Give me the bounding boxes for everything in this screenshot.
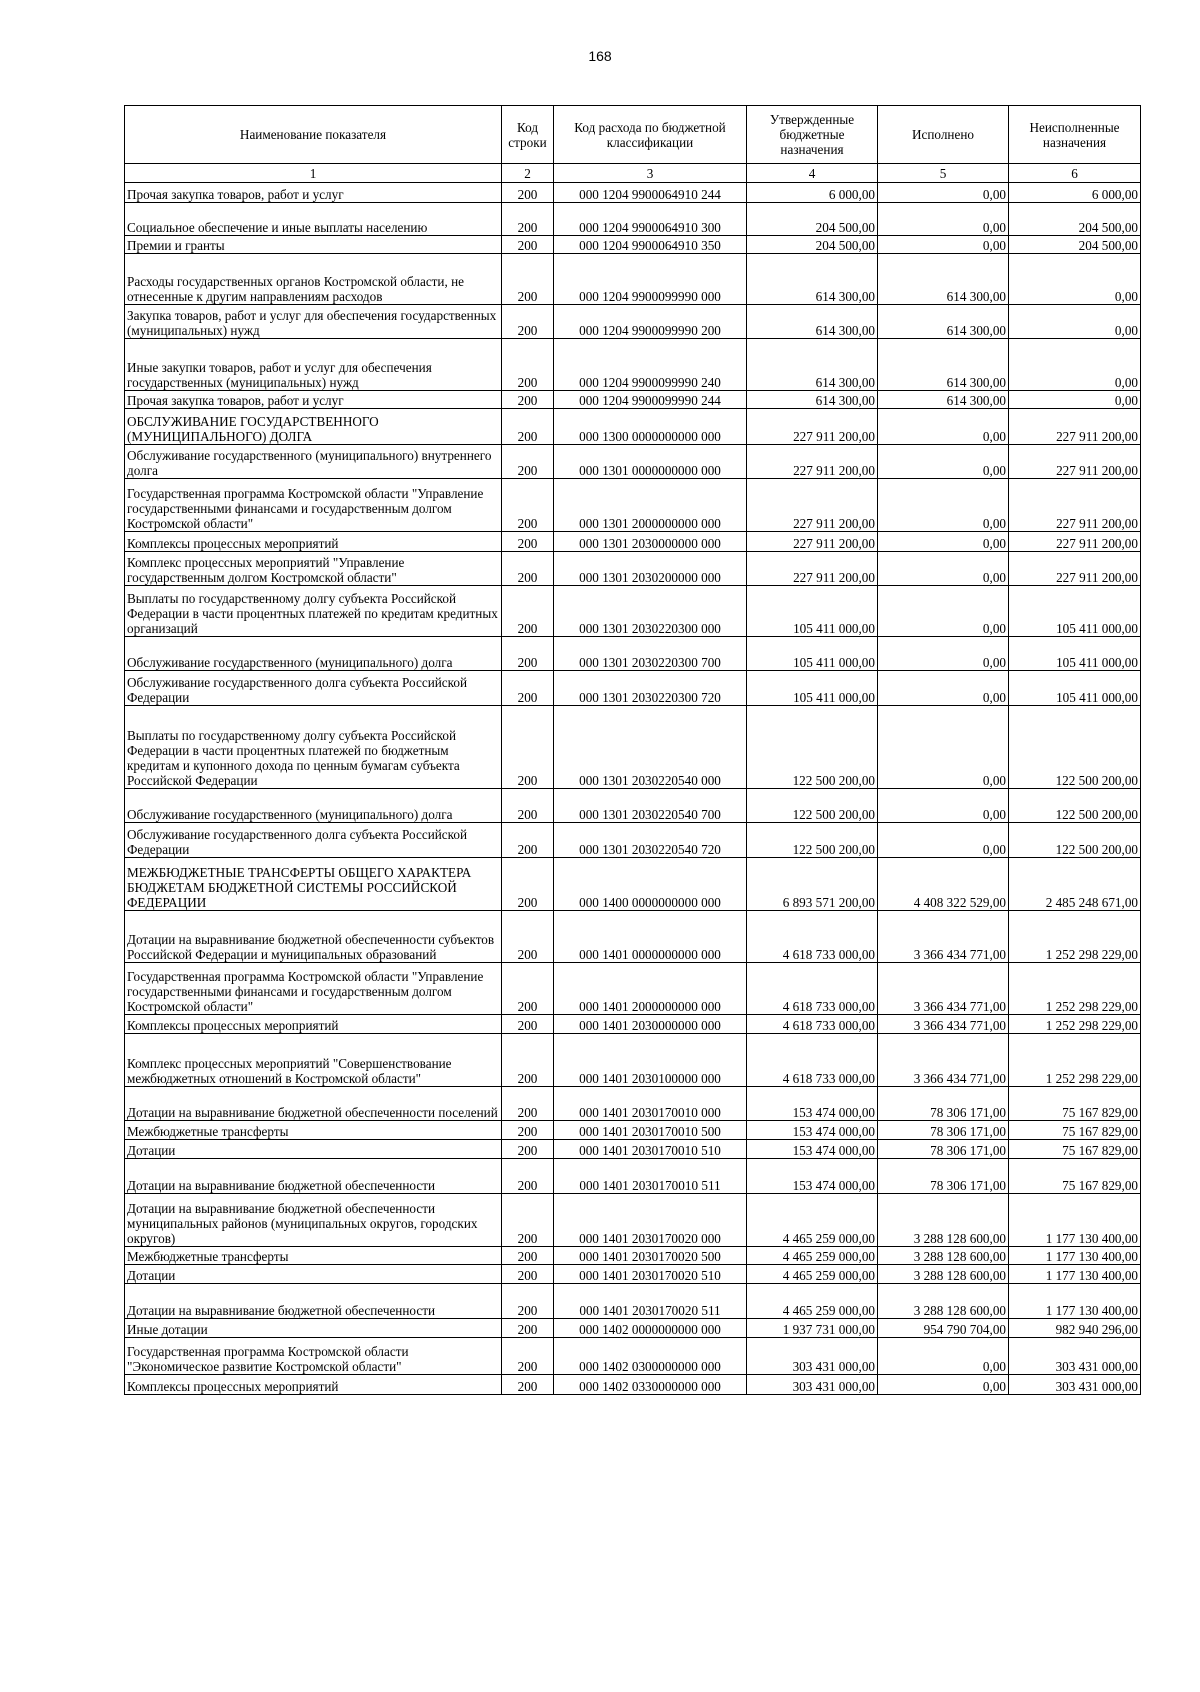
line-code: 200 — [502, 339, 554, 391]
line-code: 200 — [502, 1140, 554, 1159]
table-row — [125, 706, 1141, 789]
indicator-name: Обслуживание государственного долга субъекта Российской Федерации — [125, 823, 502, 858]
indicator-name: Прочая закупка товаров, работ и услуг — [125, 183, 502, 203]
indicator-name: ОБСЛУЖИВАНИЕ ГОСУДАРСТВЕННОГО (МУНИЦИПАЛЬНОГО) ДОЛГА — [125, 409, 502, 445]
line-code: 200 — [502, 445, 554, 479]
approved-amount: 105 411 000,00 — [747, 637, 878, 671]
approved-amount: 122 500 200,00 — [747, 789, 878, 823]
classification-code: 000 1301 2030220300 720 — [554, 671, 747, 706]
classification-code: 000 1402 0330000000 000 — [554, 1375, 747, 1395]
unexecuted-amount: 75 167 829,00 — [1009, 1121, 1141, 1140]
indicator-name: Дотации на выравнивание бюджетной обеспеченности субъектов Российской Федерации и муниципальных образований — [125, 911, 502, 963]
executed-amount: 0,00 — [878, 586, 1009, 637]
executed-amount: 3 288 128 600,00 — [878, 1284, 1009, 1319]
header-line-code: Код строки — [502, 106, 554, 164]
executed-amount: 0,00 — [878, 823, 1009, 858]
executed-amount: 78 306 171,00 — [878, 1087, 1009, 1121]
executed-amount: 3 288 128 600,00 — [878, 1247, 1009, 1265]
unexecuted-amount: 227 911 200,00 — [1009, 479, 1141, 532]
unexecuted-amount: 75 167 829,00 — [1009, 1087, 1141, 1121]
indicator-name: Комплексы процессных мероприятий — [125, 1015, 502, 1034]
approved-amount: 227 911 200,00 — [747, 445, 878, 479]
line-code: 200 — [502, 1338, 554, 1375]
executed-amount: 78 306 171,00 — [878, 1121, 1009, 1140]
table-row — [125, 1034, 1141, 1087]
header-classification-code: Код расхода по бюджетной классификации — [554, 106, 747, 164]
approved-amount: 4 618 733 000,00 — [747, 1015, 878, 1034]
executed-amount: 614 300,00 — [878, 391, 1009, 409]
unexecuted-amount: 122 500 200,00 — [1009, 823, 1141, 858]
executed-amount: 78 306 171,00 — [878, 1159, 1009, 1194]
classification-code: 000 1301 2030220540 720 — [554, 823, 747, 858]
indicator-name: Премии и гранты — [125, 236, 502, 254]
line-code: 200 — [502, 1247, 554, 1265]
executed-amount: 0,00 — [878, 409, 1009, 445]
unexecuted-amount: 75 167 829,00 — [1009, 1159, 1141, 1194]
table-row — [125, 236, 1141, 254]
table-row — [125, 1194, 1141, 1247]
classification-code: 000 1204 9900064910 350 — [554, 236, 747, 254]
table-row — [125, 789, 1141, 823]
approved-amount: 6 000,00 — [747, 183, 878, 203]
approved-amount: 614 300,00 — [747, 254, 878, 305]
classification-code: 000 1401 2030000000 000 — [554, 1015, 747, 1034]
unexecuted-amount: 105 411 000,00 — [1009, 671, 1141, 706]
line-code: 200 — [502, 963, 554, 1015]
table-row — [125, 823, 1141, 858]
table-row — [125, 858, 1141, 911]
indicator-name: Дотации на выравнивание бюджетной обеспеченности муниципальных районов (муниципальных округов, городских округов) — [125, 1194, 502, 1247]
executed-amount: 0,00 — [878, 479, 1009, 532]
page-number: 168 — [588, 48, 612, 64]
column-number: 3 — [554, 164, 747, 183]
line-code: 200 — [502, 823, 554, 858]
table-row — [125, 1338, 1141, 1375]
unexecuted-amount: 6 000,00 — [1009, 183, 1141, 203]
approved-amount: 4 618 733 000,00 — [747, 1034, 878, 1087]
unexecuted-amount: 0,00 — [1009, 339, 1141, 391]
approved-amount: 4 465 259 000,00 — [747, 1284, 878, 1319]
approved-amount: 6 893 571 200,00 — [747, 858, 878, 911]
column-number: 5 — [878, 164, 1009, 183]
approved-amount: 204 500,00 — [747, 236, 878, 254]
line-code: 200 — [502, 1159, 554, 1194]
table-row — [125, 637, 1141, 671]
unexecuted-amount: 303 431 000,00 — [1009, 1375, 1141, 1395]
table-body — [125, 183, 1141, 1395]
table-row — [125, 479, 1141, 532]
table-row — [125, 445, 1141, 479]
classification-code: 000 1204 9900099990 000 — [554, 254, 747, 305]
line-code: 200 — [502, 479, 554, 532]
indicator-name: Выплаты по государственному долгу субъекта Российской Федерации в части процентных платежей по бюджетным кредитам и купонного дохода по ценным бумагам субъекта Российской Федерации — [125, 706, 502, 789]
indicator-name: Выплаты по государственному долгу субъекта Российской Федерации в части процентных платежей по кредитам кредитных организаций — [125, 586, 502, 637]
classification-code: 000 1400 0000000000 000 — [554, 858, 747, 911]
indicator-name: Дотации на выравнивание бюджетной обеспеченности — [125, 1284, 502, 1319]
unexecuted-amount: 105 411 000,00 — [1009, 637, 1141, 671]
table-row — [125, 409, 1141, 445]
column-number: 2 — [502, 164, 554, 183]
approved-amount: 153 474 000,00 — [747, 1140, 878, 1159]
line-code: 200 — [502, 1375, 554, 1395]
indicator-name: Государственная программа Костромской области "Управление государственными финансами и государственным долгом Костромской области" — [125, 963, 502, 1015]
line-code: 200 — [502, 203, 554, 236]
table-row — [125, 1159, 1141, 1194]
unexecuted-amount: 75 167 829,00 — [1009, 1140, 1141, 1159]
indicator-name: Дотации на выравнивание бюджетной обеспеченности — [125, 1159, 502, 1194]
indicator-name: Государственная программа Костромской области "Экономическое развитие Костромской области" — [125, 1338, 502, 1375]
unexecuted-amount: 122 500 200,00 — [1009, 789, 1141, 823]
line-code: 200 — [502, 671, 554, 706]
table-row — [125, 911, 1141, 963]
unexecuted-amount: 2 485 248 671,00 — [1009, 858, 1141, 911]
line-code: 200 — [502, 858, 554, 911]
line-code: 200 — [502, 789, 554, 823]
classification-code: 000 1301 2000000000 000 — [554, 479, 747, 532]
classification-code: 000 1301 2030220540 000 — [554, 706, 747, 789]
indicator-name: Прочая закупка товаров, работ и услуг — [125, 391, 502, 409]
executed-amount: 3 288 128 600,00 — [878, 1194, 1009, 1247]
executed-amount: 0,00 — [878, 552, 1009, 586]
executed-amount: 0,00 — [878, 236, 1009, 254]
classification-code: 000 1204 9900099990 200 — [554, 305, 747, 339]
approved-amount: 614 300,00 — [747, 305, 878, 339]
executed-amount: 0,00 — [878, 1338, 1009, 1375]
table-row — [125, 532, 1141, 552]
table-row — [125, 1087, 1141, 1121]
header-approved: Утвержденные бюджетные назначения — [747, 106, 878, 164]
executed-amount: 4 408 322 529,00 — [878, 858, 1009, 911]
line-code: 200 — [502, 1194, 554, 1247]
unexecuted-amount: 204 500,00 — [1009, 203, 1141, 236]
executed-amount: 0,00 — [878, 203, 1009, 236]
classification-code: 000 1401 2030170020 000 — [554, 1194, 747, 1247]
unexecuted-amount: 1 177 130 400,00 — [1009, 1265, 1141, 1284]
table-row — [125, 1265, 1141, 1284]
table-row — [125, 305, 1141, 339]
table-row — [125, 552, 1141, 586]
classification-code: 000 1301 2030220300 700 — [554, 637, 747, 671]
table-row — [125, 339, 1141, 391]
table-row — [125, 1247, 1141, 1265]
approved-amount: 227 911 200,00 — [747, 532, 878, 552]
table-header-row — [125, 106, 1141, 164]
executed-amount: 614 300,00 — [878, 339, 1009, 391]
approved-amount: 227 911 200,00 — [747, 479, 878, 532]
line-code: 200 — [502, 183, 554, 203]
classification-code: 000 1204 9900099990 244 — [554, 391, 747, 409]
line-code: 200 — [502, 305, 554, 339]
line-code: 200 — [502, 637, 554, 671]
indicator-name: Иные дотации — [125, 1319, 502, 1338]
line-code: 200 — [502, 391, 554, 409]
classification-code: 000 1401 2030100000 000 — [554, 1034, 747, 1087]
classification-code: 000 1401 0000000000 000 — [554, 911, 747, 963]
executed-amount: 3 366 434 771,00 — [878, 911, 1009, 963]
line-code: 200 — [502, 1319, 554, 1338]
line-code: 200 — [502, 409, 554, 445]
column-numbers-row — [125, 164, 1141, 183]
table-row — [125, 1375, 1141, 1395]
executed-amount: 614 300,00 — [878, 254, 1009, 305]
indicator-name: Обслуживание государственного (муниципального) долга — [125, 637, 502, 671]
indicator-name: Комплексы процессных мероприятий — [125, 532, 502, 552]
table-row — [125, 254, 1141, 305]
approved-amount: 122 500 200,00 — [747, 823, 878, 858]
unexecuted-amount: 303 431 000,00 — [1009, 1338, 1141, 1375]
unexecuted-amount: 122 500 200,00 — [1009, 706, 1141, 789]
classification-code: 000 1401 2000000000 000 — [554, 963, 747, 1015]
executed-amount: 3 366 434 771,00 — [878, 963, 1009, 1015]
line-code: 200 — [502, 911, 554, 963]
header-indicator-name: Наименование показателя — [125, 106, 502, 164]
table-row — [125, 183, 1141, 203]
approved-amount: 4 465 259 000,00 — [747, 1247, 878, 1265]
budget-execution-table — [124, 105, 1141, 1395]
classification-code: 000 1401 2030170010 510 — [554, 1140, 747, 1159]
line-code: 200 — [502, 586, 554, 637]
unexecuted-amount: 0,00 — [1009, 305, 1141, 339]
executed-amount: 0,00 — [878, 789, 1009, 823]
classification-code: 000 1402 0000000000 000 — [554, 1319, 747, 1338]
indicator-name: Комплекс процессных мероприятий "Управление государственным долгом Костромской области" — [125, 552, 502, 586]
classification-code: 000 1204 9900064910 300 — [554, 203, 747, 236]
classification-code: 000 1401 2030170010 511 — [554, 1159, 747, 1194]
line-code: 200 — [502, 552, 554, 586]
indicator-name: Дотации на выравнивание бюджетной обеспеченности поселений — [125, 1087, 502, 1121]
classification-code: 000 1301 2030220300 000 — [554, 586, 747, 637]
line-code: 200 — [502, 1015, 554, 1034]
unexecuted-amount: 227 911 200,00 — [1009, 445, 1141, 479]
executed-amount: 3 366 434 771,00 — [878, 1034, 1009, 1087]
classification-code: 000 1401 2030170020 510 — [554, 1265, 747, 1284]
indicator-name: Дотации — [125, 1140, 502, 1159]
approved-amount: 227 911 200,00 — [747, 409, 878, 445]
executed-amount: 0,00 — [878, 445, 1009, 479]
executed-amount: 954 790 704,00 — [878, 1319, 1009, 1338]
approved-amount: 153 474 000,00 — [747, 1087, 878, 1121]
table-row — [125, 586, 1141, 637]
classification-code: 000 1401 2030170010 500 — [554, 1121, 747, 1140]
indicator-name: Закупка товаров, работ и услуг для обеспечения государственных (муниципальных) нужд — [125, 305, 502, 339]
indicator-name: Иные закупки товаров, работ и услуг для обеспечения государственных (муниципальных) нужд — [125, 339, 502, 391]
indicator-name: Обслуживание государственного (муниципального) внутреннего долга — [125, 445, 502, 479]
approved-amount: 204 500,00 — [747, 203, 878, 236]
column-number: 4 — [747, 164, 878, 183]
executed-amount: 0,00 — [878, 637, 1009, 671]
table-row — [125, 1140, 1141, 1159]
column-number: 1 — [125, 164, 502, 183]
line-code: 200 — [502, 532, 554, 552]
approved-amount: 153 474 000,00 — [747, 1159, 878, 1194]
classification-code: 000 1204 9900099990 240 — [554, 339, 747, 391]
unexecuted-amount: 0,00 — [1009, 254, 1141, 305]
line-code: 200 — [502, 236, 554, 254]
approved-amount: 4 465 259 000,00 — [747, 1265, 878, 1284]
approved-amount: 614 300,00 — [747, 339, 878, 391]
indicator-name: Обслуживание государственного долга субъекта Российской Федерации — [125, 671, 502, 706]
executed-amount: 614 300,00 — [878, 305, 1009, 339]
unexecuted-amount: 1 252 298 229,00 — [1009, 963, 1141, 1015]
table-row — [125, 1121, 1141, 1140]
unexecuted-amount: 227 911 200,00 — [1009, 552, 1141, 586]
line-code: 200 — [502, 1087, 554, 1121]
approved-amount: 4 618 733 000,00 — [747, 911, 878, 963]
indicator-name: Комплексы процессных мероприятий — [125, 1375, 502, 1395]
unexecuted-amount: 1 177 130 400,00 — [1009, 1194, 1141, 1247]
indicator-name: Социальное обеспечение и иные выплаты населению — [125, 203, 502, 236]
unexecuted-amount: 1 252 298 229,00 — [1009, 1034, 1141, 1087]
executed-amount: 3 288 128 600,00 — [878, 1265, 1009, 1284]
approved-amount: 303 431 000,00 — [747, 1375, 878, 1395]
classification-code: 000 1401 2030170010 000 — [554, 1087, 747, 1121]
unexecuted-amount: 982 940 296,00 — [1009, 1319, 1141, 1338]
column-number: 6 — [1009, 164, 1141, 183]
indicator-name: Расходы государственных органов Костромской области, не отнесенные к другим направлениям расходов — [125, 254, 502, 305]
line-code: 200 — [502, 1284, 554, 1319]
unexecuted-amount: 0,00 — [1009, 391, 1141, 409]
table-row — [125, 963, 1141, 1015]
indicator-name: Комплекс процессных мероприятий "Совершенствование межбюджетных отношений в Костромской области" — [125, 1034, 502, 1087]
unexecuted-amount: 227 911 200,00 — [1009, 532, 1141, 552]
line-code: 200 — [502, 1265, 554, 1284]
approved-amount: 303 431 000,00 — [747, 1338, 878, 1375]
approved-amount: 614 300,00 — [747, 391, 878, 409]
executed-amount: 78 306 171,00 — [878, 1140, 1009, 1159]
table-row — [125, 203, 1141, 236]
table-row — [125, 1015, 1141, 1034]
unexecuted-amount: 1 252 298 229,00 — [1009, 1015, 1141, 1034]
header-unexecuted: Неисполненные назначения — [1009, 106, 1141, 164]
line-code: 200 — [502, 1034, 554, 1087]
classification-code: 000 1301 2030200000 000 — [554, 552, 747, 586]
indicator-name: Государственная программа Костромской области "Управление государственными финансами и государственным долгом Костромской области" — [125, 479, 502, 532]
unexecuted-amount: 204 500,00 — [1009, 236, 1141, 254]
indicator-name: Дотации — [125, 1265, 502, 1284]
executed-amount: 0,00 — [878, 706, 1009, 789]
approved-amount: 1 937 731 000,00 — [747, 1319, 878, 1338]
unexecuted-amount: 1 177 130 400,00 — [1009, 1247, 1141, 1265]
unexecuted-amount: 105 411 000,00 — [1009, 586, 1141, 637]
classification-code: 000 1401 2030170020 500 — [554, 1247, 747, 1265]
header-executed: Исполнено — [878, 106, 1009, 164]
executed-amount: 0,00 — [878, 671, 1009, 706]
executed-amount: 3 366 434 771,00 — [878, 1015, 1009, 1034]
classification-code: 000 1402 0300000000 000 — [554, 1338, 747, 1375]
unexecuted-amount: 1 252 298 229,00 — [1009, 911, 1141, 963]
classification-code: 000 1300 0000000000 000 — [554, 409, 747, 445]
classification-code: 000 1301 2030000000 000 — [554, 532, 747, 552]
executed-amount: 0,00 — [878, 183, 1009, 203]
classification-code: 000 1301 0000000000 000 — [554, 445, 747, 479]
line-code: 200 — [502, 706, 554, 789]
approved-amount: 153 474 000,00 — [747, 1121, 878, 1140]
classification-code: 000 1401 2030170020 511 — [554, 1284, 747, 1319]
executed-amount: 0,00 — [878, 1375, 1009, 1395]
table-row — [125, 1319, 1141, 1338]
table-row — [125, 1284, 1141, 1319]
indicator-name: Межбюджетные трансферты — [125, 1247, 502, 1265]
line-code: 200 — [502, 254, 554, 305]
approved-amount: 122 500 200,00 — [747, 706, 878, 789]
executed-amount: 0,00 — [878, 532, 1009, 552]
approved-amount: 105 411 000,00 — [747, 586, 878, 637]
approved-amount: 105 411 000,00 — [747, 671, 878, 706]
classification-code: 000 1301 2030220540 700 — [554, 789, 747, 823]
classification-code: 000 1204 9900064910 244 — [554, 183, 747, 203]
line-code: 200 — [502, 1121, 554, 1140]
indicator-name: МЕЖБЮДЖЕТНЫЕ ТРАНСФЕРТЫ ОБЩЕГО ХАРАКТЕРА БЮДЖЕТАМ БЮДЖЕТНОЙ СИСТЕМЫ РОССИЙСКОЙ ФЕДЕРАЦИИ — [125, 858, 502, 911]
approved-amount: 4 465 259 000,00 — [747, 1194, 878, 1247]
approved-amount: 4 618 733 000,00 — [747, 963, 878, 1015]
approved-amount: 227 911 200,00 — [747, 552, 878, 586]
table-row — [125, 671, 1141, 706]
indicator-name: Межбюджетные трансферты — [125, 1121, 502, 1140]
indicator-name: Обслуживание государственного (муниципального) долга — [125, 789, 502, 823]
table-row — [125, 391, 1141, 409]
unexecuted-amount: 227 911 200,00 — [1009, 409, 1141, 445]
unexecuted-amount: 1 177 130 400,00 — [1009, 1284, 1141, 1319]
